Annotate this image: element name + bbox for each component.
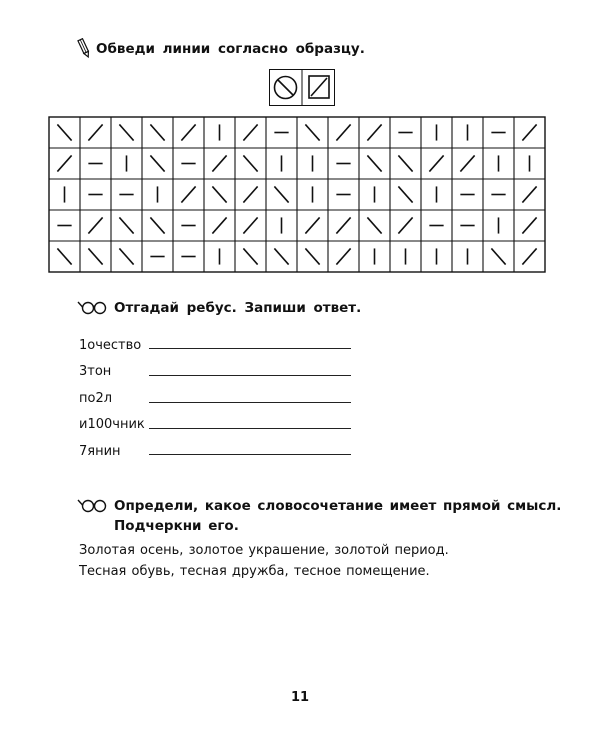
grid-cell-line — [88, 248, 102, 264]
grid-cell-line — [119, 248, 133, 264]
grid-cell-line — [243, 248, 257, 264]
grid-cell-line — [243, 186, 257, 202]
grid-cell-line — [150, 124, 164, 140]
grid-cell-line — [212, 186, 226, 202]
glasses-icon — [77, 497, 109, 513]
grid-cell-line — [429, 155, 443, 171]
grid-cell-line — [305, 248, 319, 264]
grid-cell-line — [460, 155, 474, 171]
tracing-grid — [48, 116, 546, 273]
grid-cell-line — [150, 217, 164, 233]
grid-cell-line — [305, 124, 319, 140]
rebus-item-3: по2л — [79, 391, 113, 406]
answer-line-1[interactable] — [149, 348, 351, 349]
grid-cell-line — [367, 124, 381, 140]
grid-cell-line — [181, 186, 195, 202]
grid-cell-line — [522, 186, 536, 202]
grid-cell-line — [522, 217, 536, 233]
grid-cell-line — [57, 155, 71, 171]
rebus-item-4: и100чник — [79, 417, 145, 432]
grid-cell-line — [398, 155, 412, 171]
phrase-line-2[interactable]: Тесная обувь, тесная дружба, тесное помещение. — [79, 564, 430, 579]
sample-pattern — [269, 69, 335, 106]
grid-cell-line — [212, 217, 226, 233]
grid-cell-line — [57, 248, 71, 264]
grid-cell-line — [522, 248, 536, 264]
grid-cell-line — [243, 217, 257, 233]
grid-cell-line — [181, 124, 195, 140]
grid-cell-line — [119, 217, 133, 233]
task2-title: Отгадай ребус. Запиши ответ. — [114, 300, 362, 316]
grid-cell-line — [212, 155, 226, 171]
task1-title: Обведи линии согласно образцу. — [96, 41, 365, 57]
grid-cell-line — [57, 124, 71, 140]
grid-cell-line — [119, 124, 133, 140]
grid-cell-line — [305, 217, 319, 233]
grid-cell-line — [522, 124, 536, 140]
grid-cell-line — [336, 248, 350, 264]
answer-line-2[interactable] — [149, 375, 351, 376]
rebus-item-1: 1очество — [79, 338, 142, 353]
task3-title-line2: Подчеркни его. — [114, 518, 239, 534]
grid-cell-line — [367, 155, 381, 171]
grid-cell-line — [88, 124, 102, 140]
grid-cell-line — [336, 217, 350, 233]
rebus-item-5: 7янин — [79, 444, 121, 459]
grid-cell-line — [367, 217, 381, 233]
grid-cell-line — [88, 217, 102, 233]
grid-cell-line — [274, 248, 288, 264]
answer-line-5[interactable] — [149, 454, 351, 455]
task3-title-line1: Определи, какое словосочетание имеет прямой смысл. — [114, 498, 562, 514]
answer-line-3[interactable] — [149, 402, 351, 403]
grid-cell-line — [398, 217, 412, 233]
pencil-icon — [76, 38, 92, 60]
grid-cell-line — [491, 248, 505, 264]
rebus-item-2: 3тон — [79, 364, 112, 379]
answer-line-4[interactable] — [149, 428, 351, 429]
grid-cell-line — [398, 186, 412, 202]
phrase-line-1[interactable]: Золотая осень, золотое украшение, золотой период. — [79, 543, 449, 558]
grid-cell-line — [243, 155, 257, 171]
grid-cell-line — [336, 124, 350, 140]
grid-cell-line — [274, 186, 288, 202]
grid-cell-line — [150, 155, 164, 171]
page-number: 11 — [290, 690, 310, 705]
glasses-icon — [77, 299, 109, 315]
grid-cell-line — [243, 124, 257, 140]
